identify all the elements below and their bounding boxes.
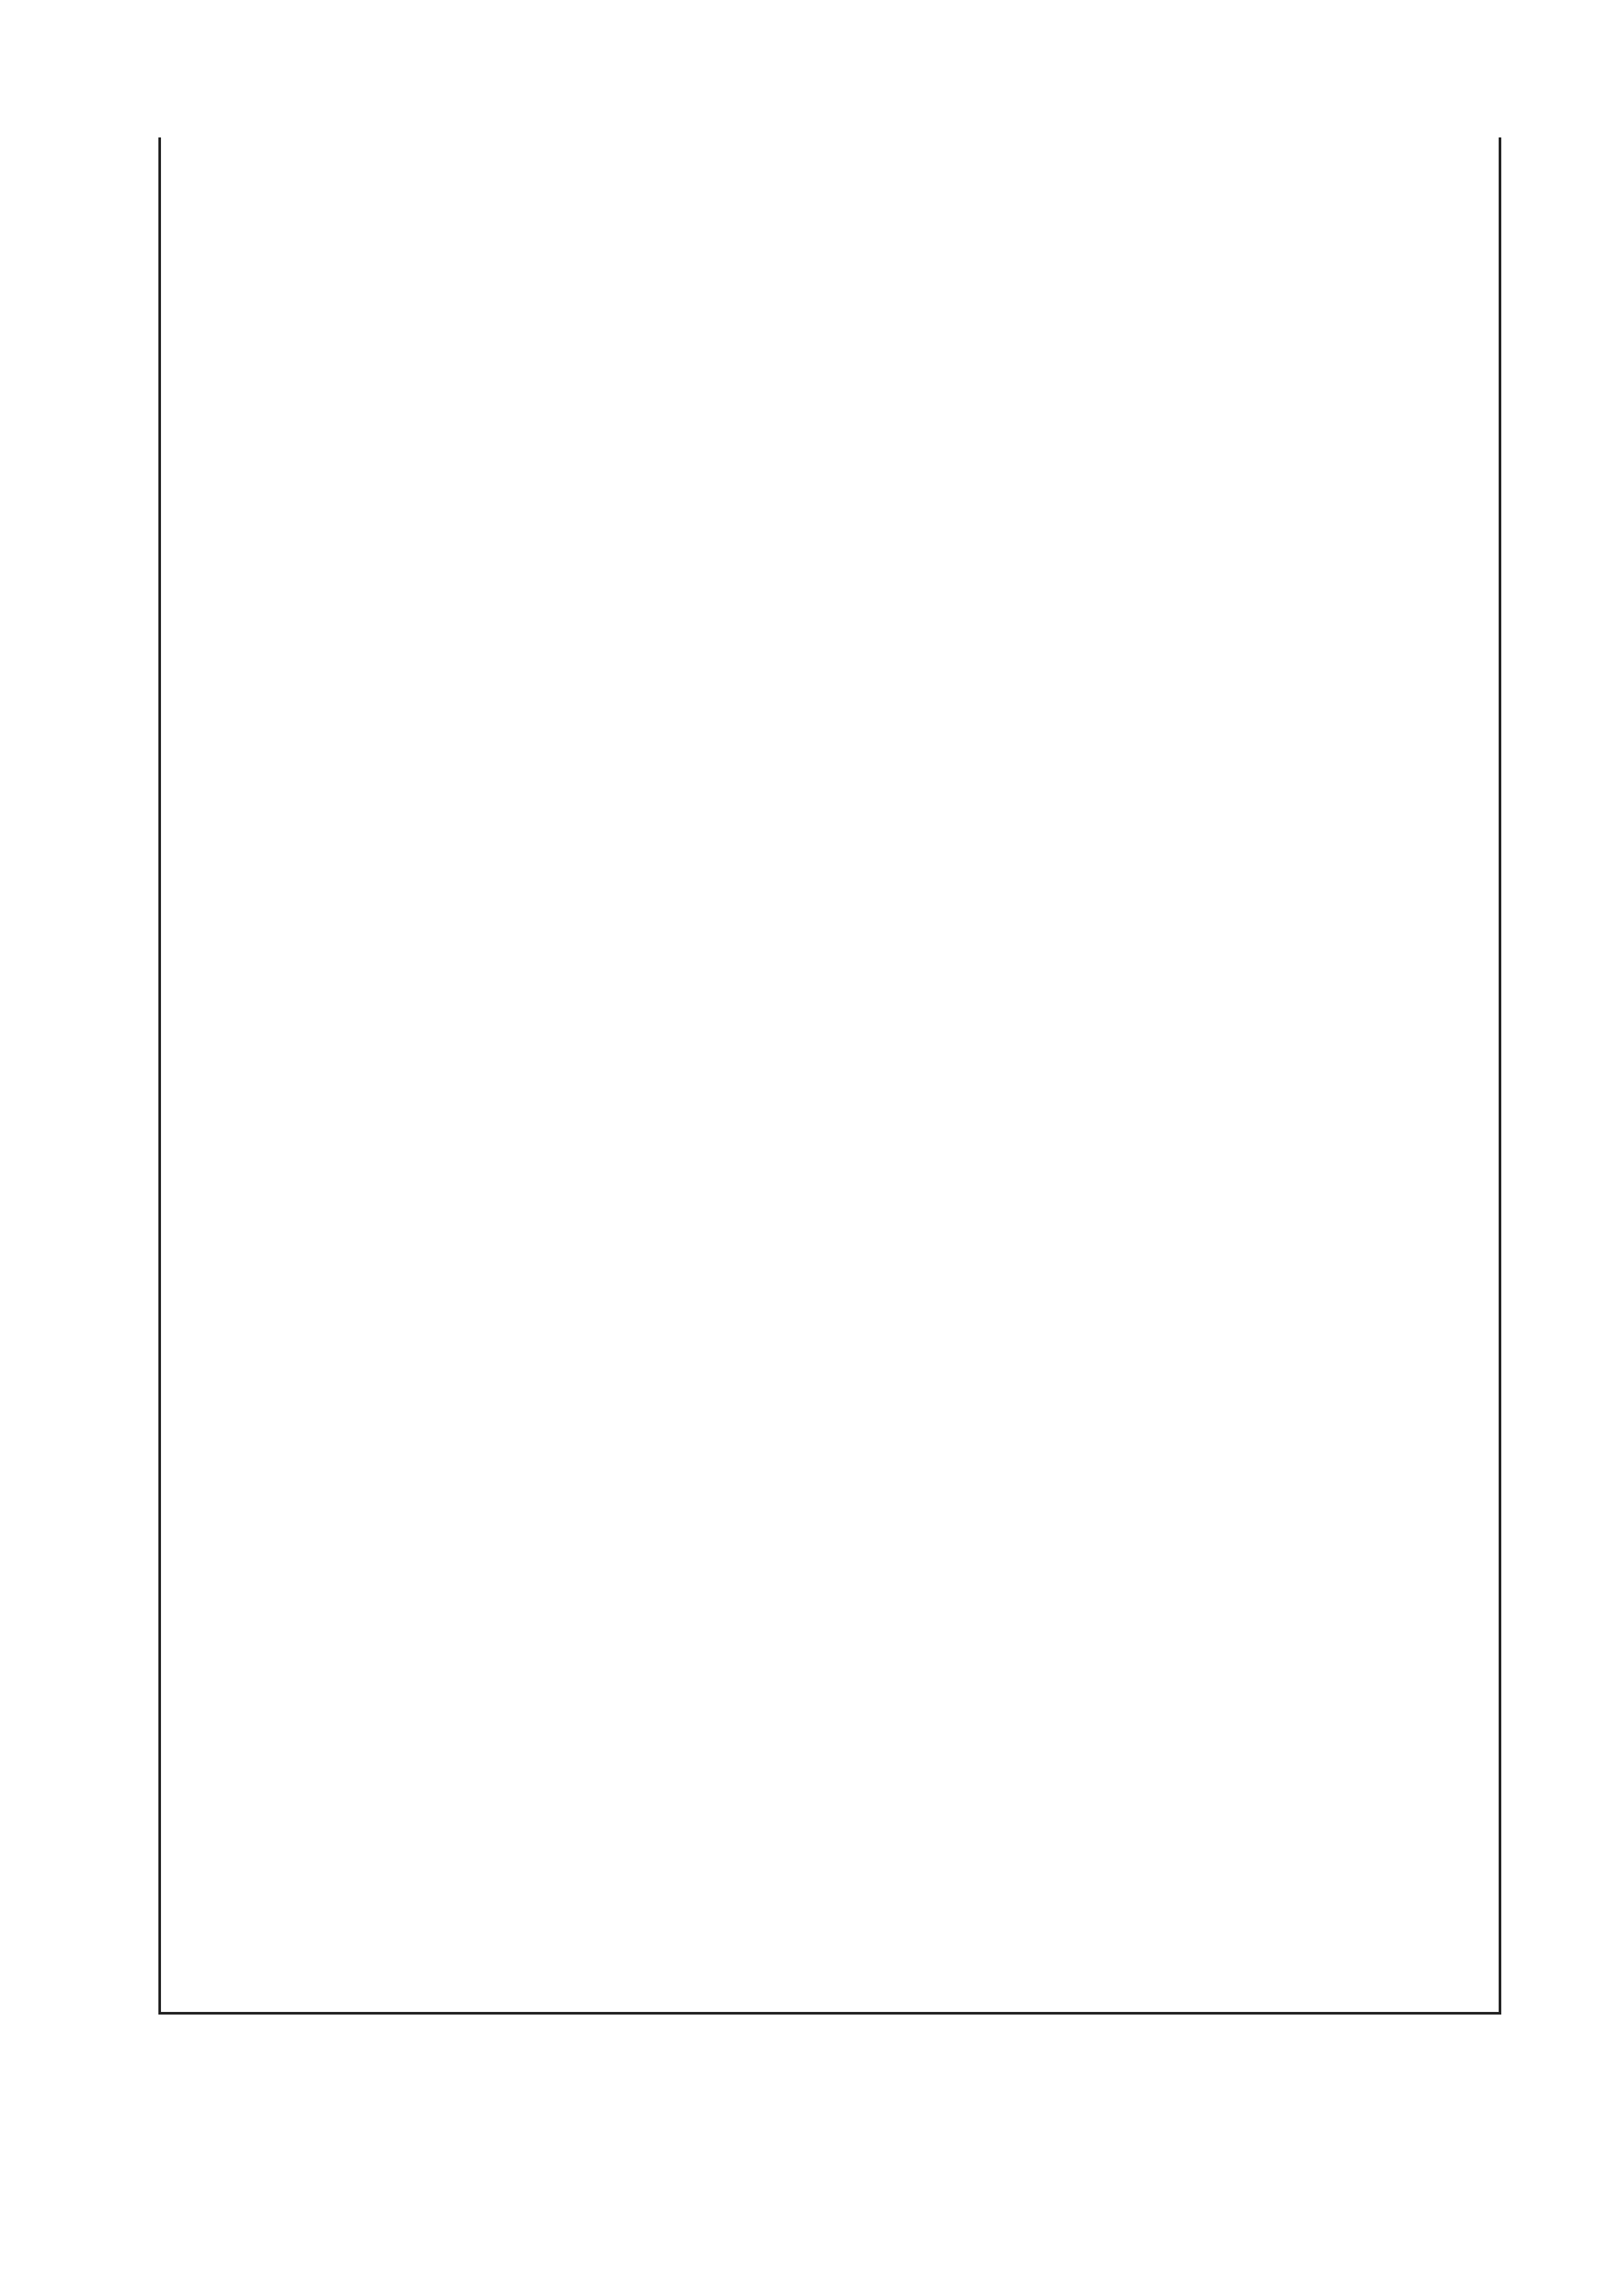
form-table (158, 137, 1501, 2015)
